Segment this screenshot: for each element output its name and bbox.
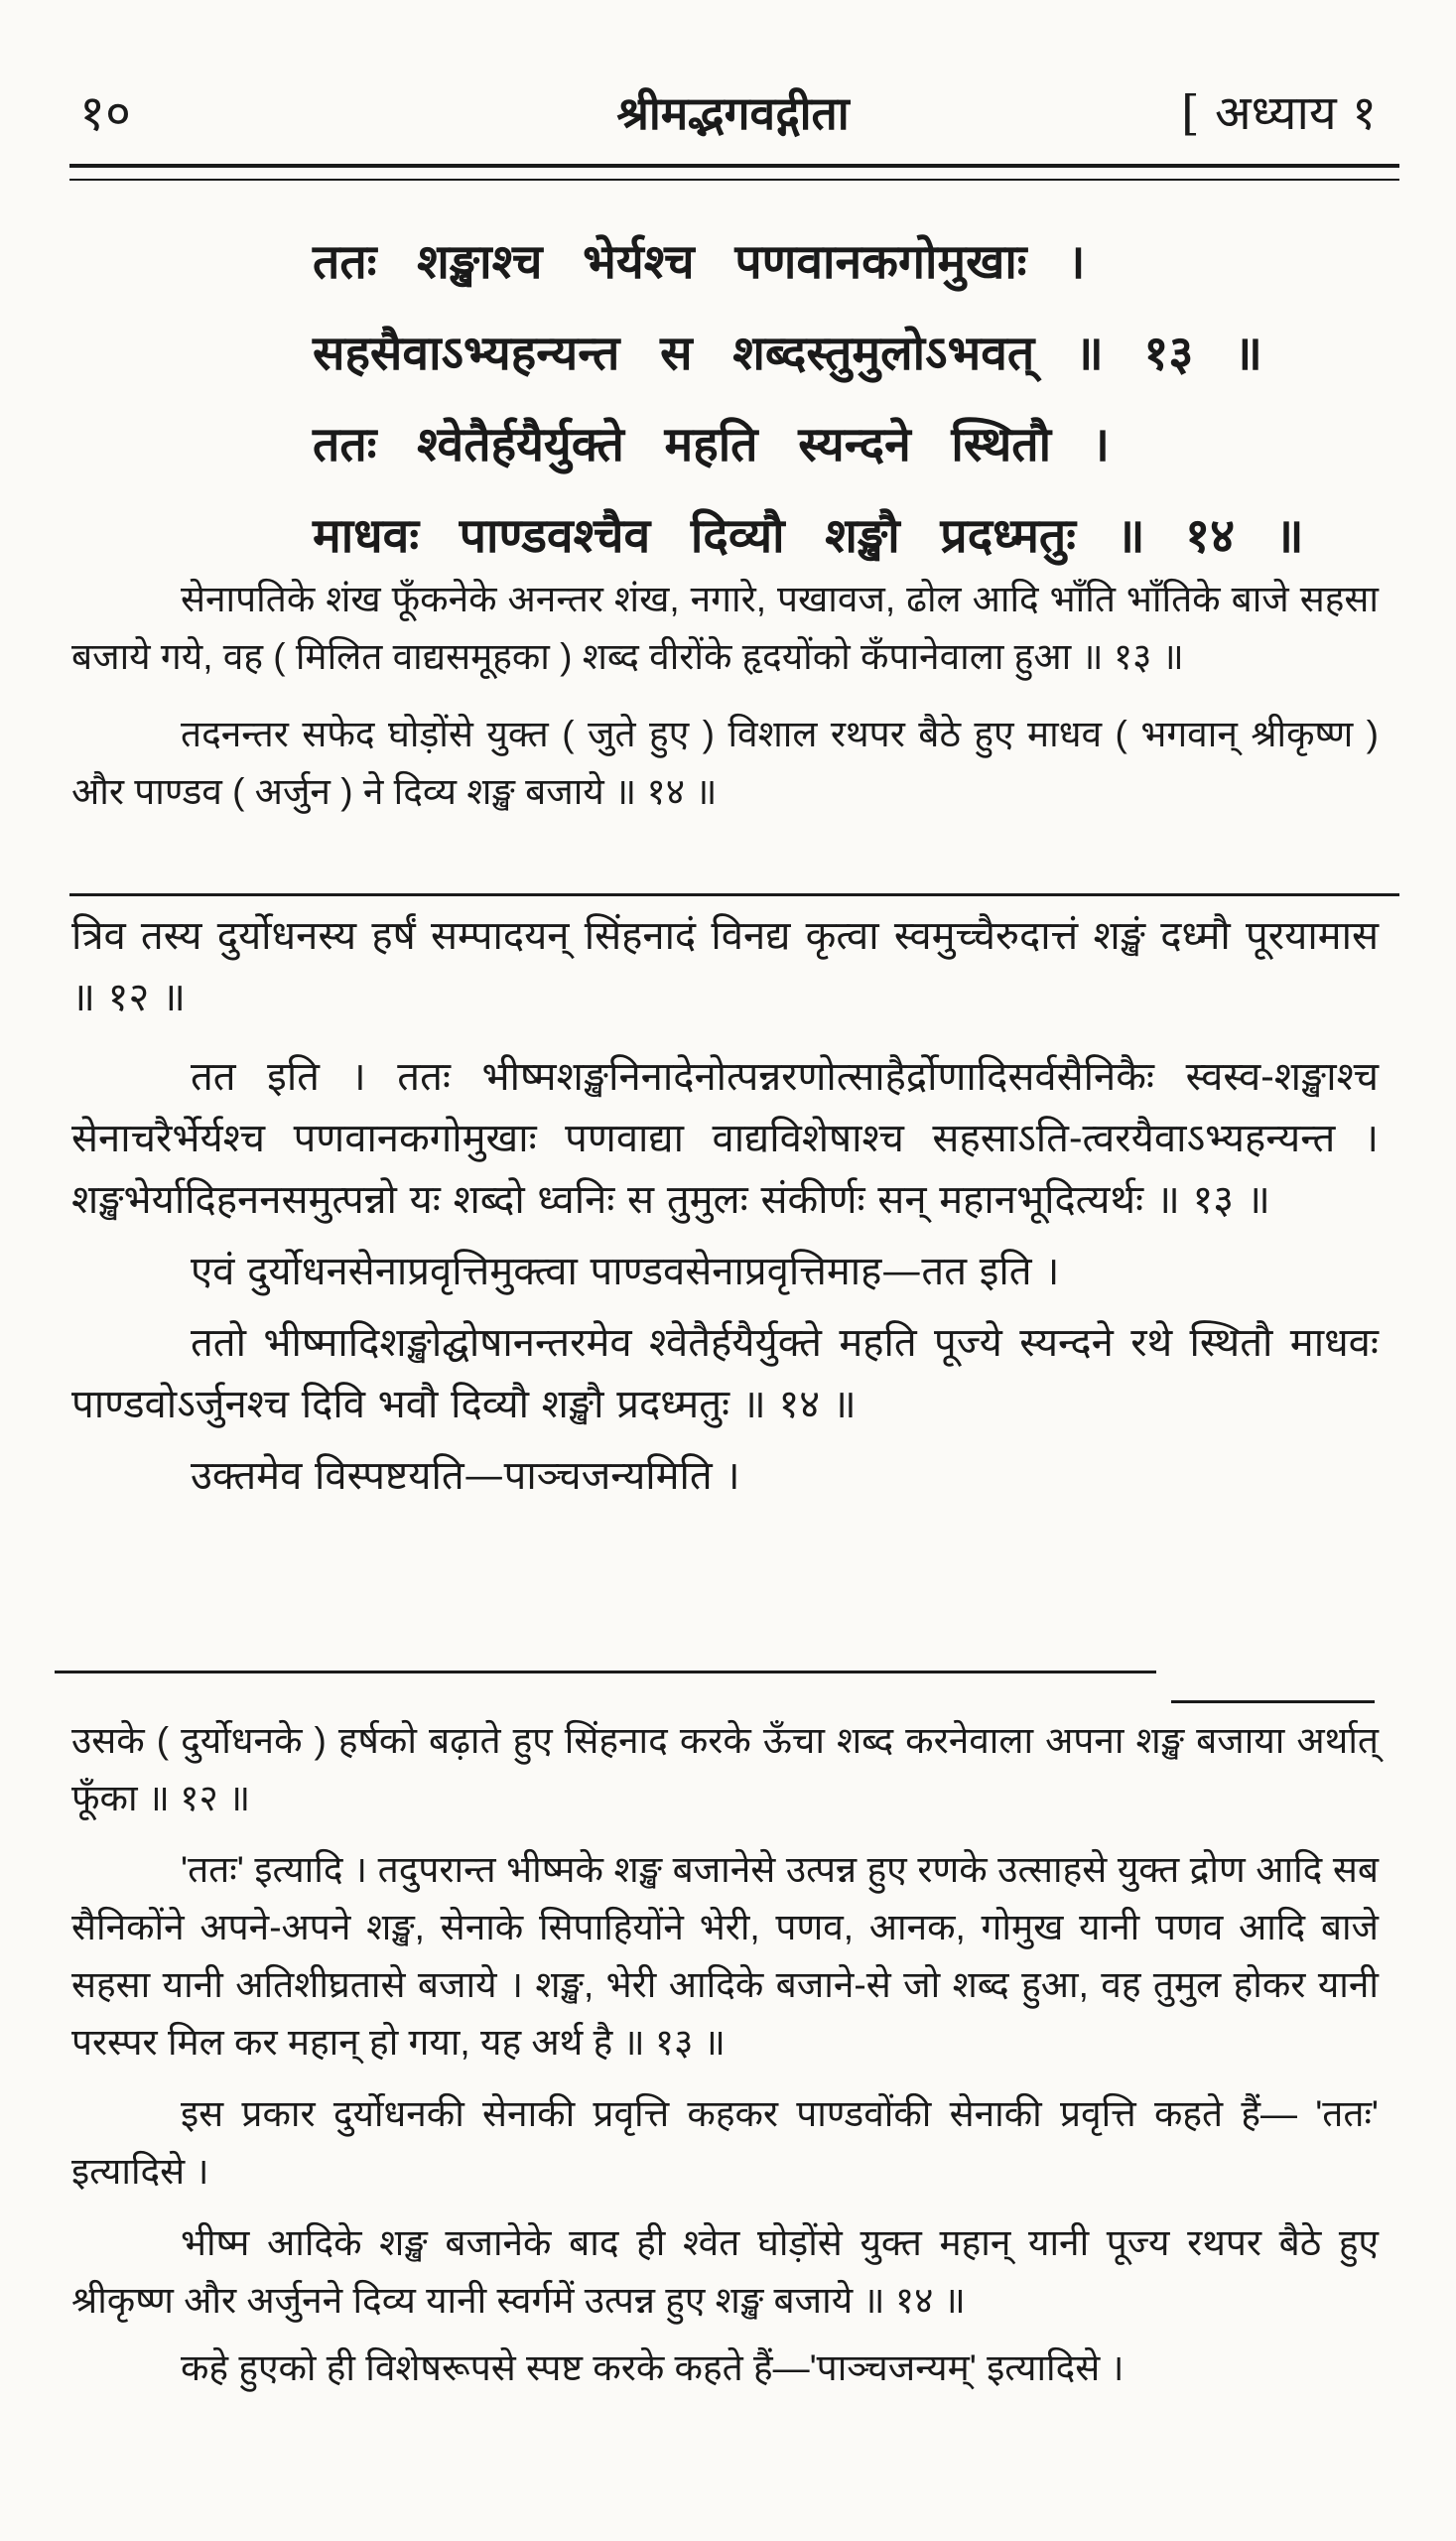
section-rule <box>69 893 1399 896</box>
verse-line: माधवः पाण्डवश्चैव दिव्यौ शङ्खौ प्रदध्मतुः ॥ १४ ॥ <box>313 508 1304 564</box>
verse-line: ततः शङ्खाश्च भेर्यश्च पणवानकगोमुखाः । <box>313 234 1086 290</box>
verse-line: ततः श्वेतैर्हयैर्युक्ते महति स्यन्दने स्थितौ । <box>313 417 1110 472</box>
section-rule-right <box>1171 1700 1375 1703</box>
hindi-commentary-block <box>71 1712 1379 2397</box>
commentary-paragraph: एवं दुर्योधनसेनाप्रवृत्तिमुक्त्वा पाण्डवसेनाप्रवृत्तिमाह—तत इति । <box>191 1249 1060 1294</box>
page-header <box>79 77 1387 147</box>
section-rule-left <box>55 1671 1156 1673</box>
commentary-paragraph: इस प्रकार दुर्योधनकी सेनाकी प्रवृत्ति कहकर पाण्डवोंकी सेनाकी प्रवृत्ति कहते हैं— 'ततः' इत्यादिसे । <box>71 2093 1379 2192</box>
verse-block <box>313 216 1367 582</box>
sanskrit-commentary-block <box>71 905 1379 1507</box>
header-rule-thin <box>69 179 1399 181</box>
translation-paragraph: तदनन्तर सफेद घोड़ोंसे युक्त ( जुते हुए ) विशाल रथपर बैठे हुए माधव ( भगवान् श्रीकृष्ण ) और पाण्डव ( अर्जुन ) ने दिव्य शङ्ख बजाये ॥ १४ ॥ <box>71 714 1379 812</box>
commentary-paragraph: भीष्म आदिके शङ्ख बजानेके बाद ही श्वेत घोड़ोंसे युक्त महान् यानी पूज्य रथपर बैठे हुए श्रीकृष्ण और अर्जुनने दिव्य यानी स्वर्गमें उत्पन्न हुए शङ्ख बजाये ॥ १४ ॥ <box>71 2222 1379 2321</box>
commentary-paragraph: उसके ( दुर्योधनके ) हर्षको बढ़ाते हुए सिंहनाद करके ऊँचा शब्द करनेवाला अपना शङ्ख बजाया अर्थात् फूँका ॥ १२ ॥ <box>71 1720 1379 1818</box>
translation-paragraph: सेनापतिके शंख फूँकनेके अनन्तर शंख, नगारे, पखावज, ढोल आदि भाँति भाँतिके बाजे सहसा बजाये गये, वह ( मिलित वाद्यसमूहका ) शब्द वीरोंके हृदयोंको कँपानेवाला हुआ ॥ १३ ॥ <box>71 579 1379 677</box>
chapter-label: [ अध्याय १ <box>1180 85 1377 141</box>
commentary-paragraph: ततो भीष्मादिशङ्खोद्घोषानन्तरमेव श्वेतैर्हयैर्युक्ते महति पूज्ये स्यन्दने रथे स्थितौ माधवः पाण्डवोऽर्जुनश्च दिवि भवौ दिव्यौ शङ्खौ प्रदध्मतुः ॥ १४ ॥ <box>71 1320 1379 1427</box>
commentary-paragraph: 'ततः' इत्यादि । तदुपरान्त भीष्मके शङ्ख बजानेसे उत्पन्न हुए रणके उत्साहसे युक्त द्रोण आदि सब सैनिकोंने अपने-अपने शङ्ख, सेनाके सिपाहियोंने भेरी, पणव, आनक, गोमुख यानी पणव आदि बाजे सहसा यानी अतिशीघ्रतासे बजाये । शङ्ख, भेरी आदिके बजाने-से जो शब्द हुआ, वह तुमुल होकर यानी परस्पर मिल कर महान् हो गया, यह अर्थ है ॥ १३ ॥ <box>71 1849 1379 2063</box>
commentary-paragraph: कहे हुएको ही विशेषरूपसे स्पष्ट करके कहते हैं—'पाञ्चजन्यम्' इत्यादिसे । <box>181 2347 1125 2388</box>
header-rule-thick <box>69 164 1399 168</box>
verse-line: सहसैवाऽभ्यहन्यन्त स शब्दस्तुमुलोऽभवत् ॥ १३ ॥ <box>313 326 1262 381</box>
commentary-paragraph: उक्तमेव विस्पष्टयति—पाञ्चजन्यमिति । <box>191 1453 740 1499</box>
book-title: श्रीमद्भगवद्गीता <box>616 86 850 140</box>
page-number: १० <box>79 84 131 142</box>
translation-block <box>71 571 1379 821</box>
commentary-paragraph: तत इति । ततः भीष्मशङ्खनिनादेनोत्पन्नरणोत्साहैर्द्रोणादिसर्वसैनिकैः स्वस्व-शङ्खाश्च सेनाचरैर्भेर्यश्च पणवानकगोमुखाः पणवाद्या वाद्यविशेषाश्च सहसाऽति-त्वरयैवाऽभ्यहन्यन्त । शङ्खभेर्यादिहननसमुत्पन्नो यः शब्दो ध्वनिः स तुमुलः संकीर्णः सन् महानभूदित्यर्थः ॥ १३ ॥ <box>71 1054 1379 1223</box>
commentary-paragraph: त्रिव तस्य दुर्योधनस्य हर्षं सम्पादयन् सिंहनादं विनद्य कृत्वा स्वमुच्चैरुदात्तं शङ्खं दध्मौ पूरयामास ॥ १२ ॥ <box>71 913 1379 1020</box>
